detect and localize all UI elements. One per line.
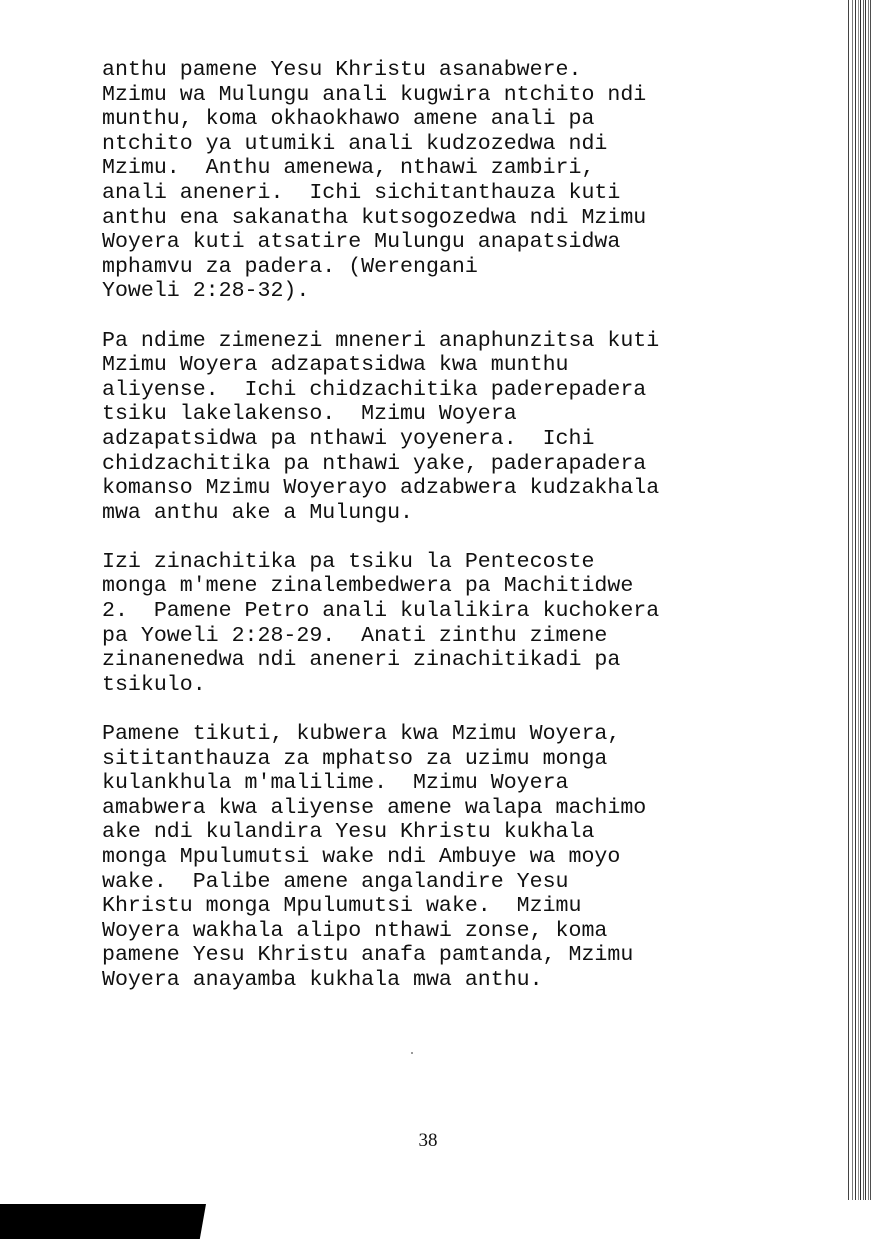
text-line: mphamvu za padera. (Werengani	[102, 254, 478, 279]
text-line: Woyera anayamba kukhala mwa anthu.	[102, 967, 543, 992]
text-line: Khristu monga Mpulumutsi wake. Mzimu	[102, 894, 582, 919]
text-line: anthu ena sakanatha kutsogozedwa ndi Mzimu	[102, 205, 647, 230]
text-line: pa Yoweli 2:28-29. Anati zinthu zimene	[102, 623, 608, 648]
scan-edge-bar	[0, 1204, 206, 1239]
text-line: Izi zinachitika pa tsiku la Pentecoste	[102, 549, 595, 574]
text-line: wake. Palibe amene angalandire Yesu	[102, 869, 569, 894]
text-line: Woyera wakhala alipo nthawi zonse, koma	[102, 918, 608, 943]
text-line: adzapatsidwa pa nthawi yoyenera. Ichi	[102, 426, 595, 451]
text-line: anthu pamene Yesu Khristu asanabwere.	[102, 58, 582, 82]
scan-gutter-lines	[846, 0, 872, 1200]
page-number: 38	[418, 1130, 438, 1151]
text-line: Mzimu Woyera adzapatsidwa kwa munthu	[102, 353, 569, 378]
text-line: ake ndi kulandira Yesu Khristu kukhala	[102, 820, 595, 845]
text-line: amabwera kwa aliyense amene walapa machimo	[102, 795, 647, 820]
text-line: komanso Mzimu Woyerayo adzabwera kudzakhala	[102, 476, 660, 501]
text-line: Woyera kuti atsatire Mulungu anapatsidwa	[102, 230, 621, 255]
text-line: Pamene tikuti, kubwera kwa Mzimu Woyera,	[102, 722, 621, 747]
text-line: 2. Pamene Petro anali kulalikira kuchokera	[102, 599, 660, 624]
paragraph-4	[102, 722, 762, 993]
text-line: Mzimu. Anthu amenewa, nthawi zambiri,	[102, 156, 595, 181]
text-line: Pa ndime zimenezi mneneri anaphunzitsa kuti	[102, 328, 660, 353]
text-line: monga Mpulumutsi wake ndi Ambuye wa moyo	[102, 845, 621, 869]
text-line: anali aneneri. Ichi sichitanthauza kuti	[102, 180, 621, 205]
text-line: monga m'mene zinalembedwera pa Machitidwe	[102, 574, 634, 599]
text-line: aliyense. Ichi chidzachitika paderepadera	[102, 377, 647, 402]
text-line: zinanenedwa ndi aneneri zinachitikadi pa	[102, 648, 621, 673]
paragraph-1	[102, 58, 762, 304]
text-line: chidzachitika pa nthawi yake, paderapadera	[102, 451, 647, 476]
body-text	[102, 58, 762, 1017]
text-line: ntchito ya utumiki anali kudzozedwa ndi	[102, 131, 608, 156]
text-line: Yoweli 2:28-32).	[102, 279, 310, 304]
text-line: tsikulo.	[102, 672, 206, 697]
paragraph-2	[102, 329, 762, 526]
text-line: munthu, koma okhaokhawo amene anali pa	[102, 107, 595, 132]
text-line: sititanthauza za mphatso za uzimu monga	[102, 746, 608, 771]
text-line: Mzimu wa Mulungu anali kugwira ntchito ndi	[102, 82, 647, 107]
paragraph-3	[102, 550, 762, 698]
text-line: kulankhula m'malilime. Mzimu Woyera	[102, 771, 569, 796]
text-line: mwa anthu ake a Mulungu.	[102, 500, 414, 525]
text-line: tsiku lakelakenso. Mzimu Woyera	[102, 402, 517, 427]
text-line: pamene Yesu Khristu anafa pamtanda, Mzimu	[102, 943, 634, 968]
scan-speck	[411, 1052, 413, 1054]
